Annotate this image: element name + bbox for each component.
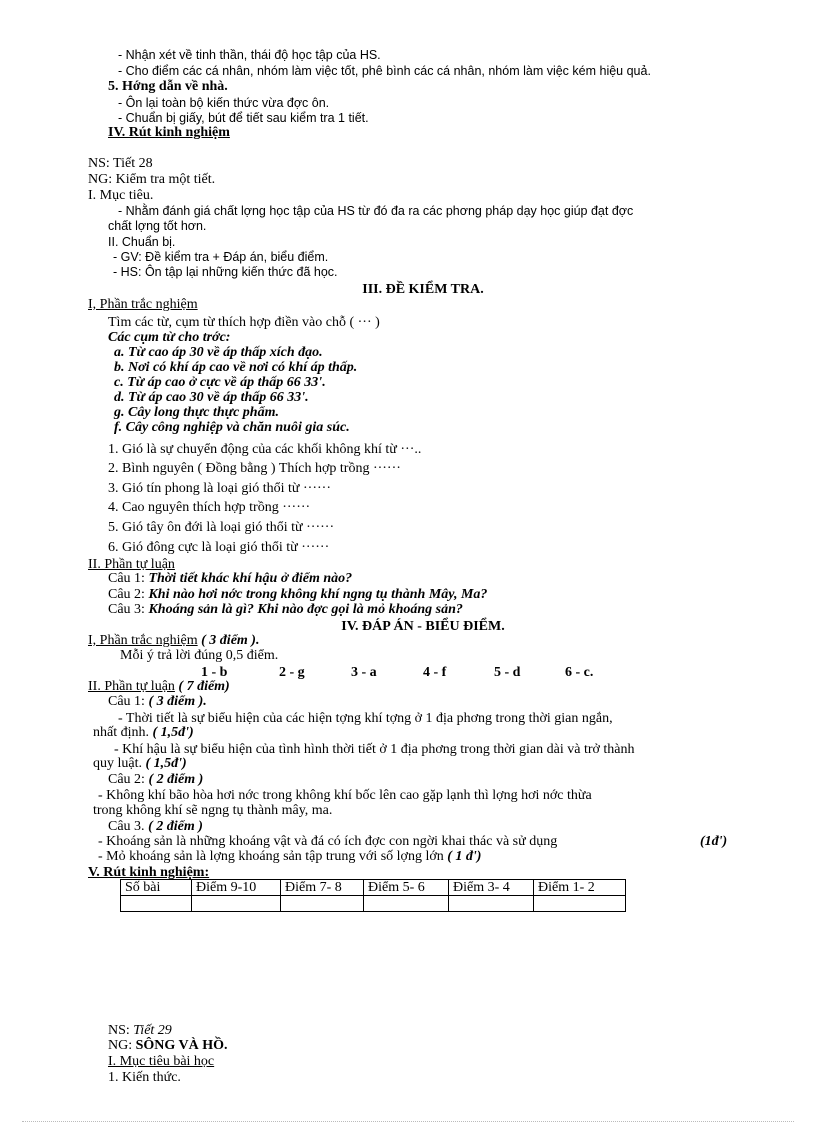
answer-part2-points: ( 7 điểm) — [178, 679, 230, 694]
answer-5: 5 - d — [494, 665, 521, 680]
answer-q1-line-2-points: ( 1,5đ') — [152, 725, 194, 740]
answer-q1-line-1: - Thời tiết là sự biểu hiện của các hiện tợng khí tợng ở 1 địa phơng trong thời gian ngắn, — [118, 711, 613, 726]
answer-q3-label: Câu 3. — [108, 819, 145, 834]
question-1: 1. Gió là sự chuyển động của các khối không khí từ ···.. — [108, 442, 422, 457]
ns-29-label: NS: — [108, 1023, 130, 1038]
muc-tieu-line-1: - Nhằm đánh giá chất lợng học tập của HS từ đó đa ra các phơng pháp dạy học giúp đạt đợc — [118, 204, 634, 218]
question-3: 3. Gió tín phong là loại gió thổi từ ······ — [108, 481, 331, 496]
col-diem-9-10: Điểm 9-10 — [192, 880, 281, 896]
answer-key-title: IV. ĐÁP ÁN - BIỂU ĐIỂM. — [341, 619, 505, 634]
answer-part1-heading — [88, 633, 259, 649]
part2-heading: II. Phần tự luận — [88, 557, 175, 572]
ns-29 — [108, 1023, 172, 1039]
chuan-bi-gv: - GV: Đề kiểm tra + Đáp án, biểu điểm. — [113, 250, 329, 264]
answer-q1-line-2 — [93, 725, 194, 741]
ns-29-value: Tiết 29 — [133, 1023, 172, 1038]
answer-q3-heading — [108, 819, 203, 835]
ng-29-value: SÔNG VÀ HỒ. — [135, 1038, 228, 1053]
essay-3-label: Câu 3: — [108, 602, 145, 617]
essay-1-label: Câu 1: — [108, 571, 145, 586]
essay-3-text: Khoáng sản là gì? Khi nào đợc gọi là mỏ khoáng sản? — [148, 602, 463, 617]
lesson29-knowledge: 1. Kiến thức. — [108, 1070, 181, 1085]
lesson29-objectives: I. Mục tiêu bài học — [108, 1054, 215, 1069]
top-line-5: - Chuẩn bị giấy, bút để tiết sau kiểm tra 1 tiết. — [118, 111, 369, 125]
ng-28: NG: Kiểm tra một tiết. — [88, 172, 216, 187]
ng-29 — [108, 1038, 228, 1054]
chuan-bi-hs: - HS: Ôn tập lại những kiến thức đã học. — [113, 265, 338, 279]
answer-q2-label: Câu 2: — [108, 772, 145, 787]
answer-q3-line-2-points: ( 1 đ') — [447, 849, 482, 864]
ns-28: NS: Tiết 28 — [88, 156, 153, 171]
col-diem-1-2: Điểm 1- 2 — [534, 880, 626, 896]
col-so-bai: Số bài — [121, 880, 192, 896]
question-4: 4. Cao nguyên thích hợp trồng ······ — [108, 500, 311, 515]
cell-empty — [281, 896, 364, 912]
answer-q2-line-2: trong không khí sẽ ngng tụ thành mây, ma. — [93, 803, 333, 818]
cell-empty — [449, 896, 534, 912]
muc-tieu: I. Mục tiêu. — [88, 188, 154, 203]
muc-tieu-line-2: chất lợng tốt hơn. — [108, 219, 207, 233]
answer-q1-heading — [108, 694, 207, 710]
answer-each-point: Mỗi ý trả lời đúng 0,5 điểm. — [120, 648, 279, 663]
essay-3 — [108, 602, 463, 618]
answer-q1-points: ( 3 điểm ). — [148, 694, 207, 709]
answer-q1-line-3: - Khí hậu là sự biểu hiện của tình hình thời tiết ở 1 địa phơng trong thời gian dài và trở thành — [114, 742, 635, 757]
essay-2 — [108, 587, 487, 603]
answer-q1-line-2-text: nhất định. — [93, 725, 149, 740]
section-homework: 5. Hớng dẫn về nhà. — [108, 79, 228, 94]
answer-q3-line-2 — [98, 849, 481, 865]
section-review: IV. Rút kinh nghiệm — [108, 125, 230, 140]
answer-q3-line-1-points: (1đ') — [700, 834, 728, 849]
answer-q1-line-4-points: ( 1,5đ') — [145, 756, 187, 771]
answer-q1-line-4-text: quy luật. — [93, 756, 142, 771]
answer-q3-points: ( 2 điểm ) — [148, 819, 203, 834]
ng-29-label: NG: — [108, 1038, 133, 1053]
question-6: 6. Gió đông cực là loại gió thổi từ ······ — [108, 540, 330, 555]
score-table-row — [121, 896, 626, 912]
option-b: b. Nơi có khí áp cao về nơi có khí áp thấp. — [114, 360, 358, 375]
score-table-header — [121, 880, 626, 896]
answer-1: 1 - b — [201, 665, 228, 680]
answer-q3-line-1: - Khoáng sản là những khoáng vật và đá có ích đợc con ngời khai thác và sử dụng — [98, 834, 558, 849]
part1-heading: I, Phần trắc nghiệm — [88, 297, 198, 312]
answer-part2-label: II. Phần tự luận — [88, 679, 175, 694]
answer-2: 2 - g — [279, 665, 305, 680]
cell-empty — [192, 896, 281, 912]
answer-q2-line-1: - Không khí bão hòa hơi nớc trong không khí bốc lên cao gặp lạnh thì lợng hơi nớc thừa — [98, 788, 592, 803]
exam-title: III. ĐỀ KIỂM TRA. — [362, 282, 484, 297]
option-g: g. Cây long thực thực phẩm. — [114, 405, 279, 420]
answer-q3-line-2-text: - Mỏ khoáng sản là lợng khoáng sản tập trung với số lợng lớn — [98, 849, 444, 864]
question-2: 2. Bình nguyên ( Đồng bằng ) Thích hợp trồng ······ — [108, 461, 401, 476]
col-diem-7-8: Điểm 7- 8 — [281, 880, 364, 896]
question-5: 5. Gió tây ôn đới là loại gió thổi từ ······ — [108, 520, 335, 535]
option-c: c. Từ áp cao ở cực về áp thấp 66 33'. — [114, 375, 326, 390]
part1-instruction: Tìm các từ, cụm từ thích hợp điền vào chỗ ( ··· ) — [108, 315, 380, 330]
answer-part1-points: ( 3 điểm ). — [201, 633, 260, 648]
answer-3: 3 - a — [351, 665, 377, 680]
answer-4: 4 - f — [423, 665, 447, 680]
answer-q1-label: Câu 1: — [108, 694, 145, 709]
score-table — [120, 879, 626, 912]
answer-q2-points: ( 2 điểm ) — [148, 772, 204, 787]
col-diem-3-4: Điểm 3- 4 — [449, 880, 534, 896]
cell-empty — [121, 896, 192, 912]
answer-part1-label: I, Phần trắc nghiệm — [88, 633, 198, 648]
answer-part2-heading — [88, 679, 230, 695]
option-a: a. Từ cao áp 30 về áp thấp xích đạo. — [114, 345, 323, 360]
chuan-bi: II. Chuẩn bị. — [108, 235, 176, 249]
essay-1 — [108, 571, 352, 587]
cell-empty — [534, 896, 626, 912]
given-phrases-title: Các cụm từ cho trớc: — [108, 330, 231, 345]
answer-q1-line-4 — [93, 756, 187, 772]
essay-2-label: Câu 2: — [108, 587, 145, 602]
option-d: d. Từ áp cao 30 về áp thấp 66 33'. — [114, 390, 309, 405]
answer-6: 6 - c. — [565, 665, 594, 680]
top-line-4: - Ôn lại toàn bộ kiến thức vừa đợc ôn. — [118, 96, 330, 110]
essay-1-text: Thời tiết khác khí hậu ở điểm nào? — [148, 571, 353, 586]
cell-empty — [364, 896, 449, 912]
top-line-1: - Nhận xét về tinh thần, thái độ học tập của HS. — [118, 48, 381, 62]
review-heading: V. Rút kinh nghiệm: — [88, 865, 210, 880]
essay-2-text: Khi nào hơi nớc trong không khí ngng tụ thành Mây, Ma? — [148, 587, 488, 602]
answer-q2-heading — [108, 772, 203, 788]
option-f: f. Cây công nghiệp và chăn nuôi gia súc. — [114, 420, 350, 435]
col-diem-5-6: Điểm 5- 6 — [364, 880, 449, 896]
page-bottom-divider — [22, 1121, 794, 1122]
top-line-2: - Cho điểm các cá nhân, nhóm làm việc tốt, phê bình các cá nhân, nhóm làm việc kém hiệu quả. — [118, 64, 651, 78]
